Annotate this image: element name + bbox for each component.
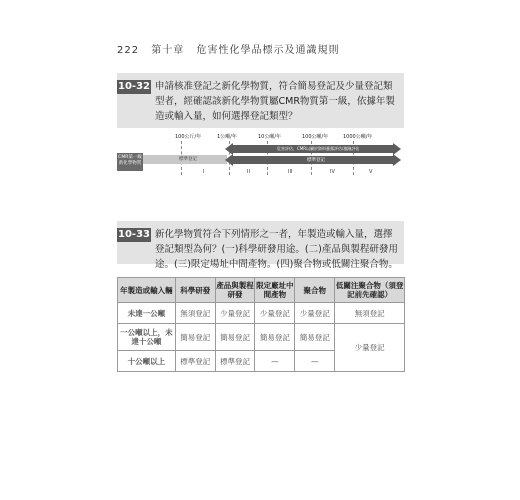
tick-label: 100公噸/年	[302, 134, 329, 140]
table-cell: 無須登記	[335, 303, 405, 324]
table-cell: 簡易登記	[255, 324, 295, 351]
tick-label: 1公噸/年	[217, 134, 237, 140]
arrow-right-icon	[393, 154, 401, 166]
question-10-33-box	[117, 221, 404, 270]
level-label: I	[203, 169, 205, 175]
question-number: 10-33	[118, 229, 150, 240]
registration-diagram	[117, 133, 407, 185]
question-text: 新化學物質符合下列情形之一者，年製造或輸入量，選擇登記類型為何？(一)科學研發用途。(二)產品與製程研發用途。(三)限定場址中間產物。(四)聚合物或低關注聚合物。	[155, 229, 398, 270]
row-label: 十公噸以上	[118, 351, 176, 372]
level-label: II	[247, 169, 250, 175]
table-row	[118, 324, 405, 351]
column-header: 聚合物	[295, 278, 335, 303]
band-label: 危害評估、CMR以屬於資料暴露評估/風險評估	[277, 146, 360, 151]
table-cell: 簡易登記	[175, 324, 215, 351]
table-cell: 標準登記	[215, 351, 255, 372]
column-header: 產品與製程研發	[215, 278, 255, 303]
level-label: V	[369, 169, 373, 175]
chapter-label: 第十章	[151, 45, 185, 56]
table-row	[118, 303, 405, 324]
table-cell: 簡易登記	[215, 324, 255, 351]
table-cell: 少量登記	[335, 324, 405, 372]
tick-label: 1000公噸/年	[343, 134, 373, 140]
table-cell: 少量登記	[215, 303, 255, 324]
registration-table	[117, 277, 405, 372]
column-header: 年製造或輸入輛	[118, 278, 176, 303]
table-cell: —	[255, 351, 295, 372]
table-cell: 少量登記	[255, 303, 295, 324]
page-number: 222	[117, 45, 140, 56]
page-header	[117, 41, 347, 56]
table-header-row	[118, 278, 405, 303]
question-number: 10-32	[118, 81, 150, 92]
column-header: 科學研發	[175, 278, 215, 303]
band-label: 標準登記	[307, 158, 325, 163]
row-label: 未達一公噸	[118, 303, 176, 324]
arrow-left-icon	[225, 154, 233, 166]
question-text: 申請核准登記之新化學物質，符合簡易登記及少量登記類型者，經確認該新化學物質屬CMR物質第一級，依據年製造或輸入量，如何選擇登記類型？	[155, 81, 395, 122]
table-cell: 無須登記	[175, 303, 215, 324]
question-10-32-box	[117, 73, 404, 128]
table-cell: —	[295, 351, 335, 372]
row-label: 一公噸以上，未達十公噸	[118, 324, 176, 351]
band-label: 標準登記	[179, 157, 197, 162]
level-label: IV	[330, 169, 335, 175]
table-cell: 少量登記	[295, 303, 335, 324]
column-header: 低關注聚合物（須登記前先確認）	[335, 278, 405, 303]
chapter-title: 危害性化學品標示及通識規則	[196, 45, 340, 56]
table-cell: 簡易登記	[295, 324, 335, 351]
column-header: 限定廠址中間產物	[255, 278, 295, 303]
tick-label: 100公斤/年	[175, 134, 202, 140]
table-cell: 標準登記	[175, 351, 215, 372]
tick-label: 10公噸/年	[258, 134, 282, 140]
new-chemical-box: CMR第一級新化學物質	[117, 153, 143, 171]
level-label: III	[288, 169, 293, 175]
